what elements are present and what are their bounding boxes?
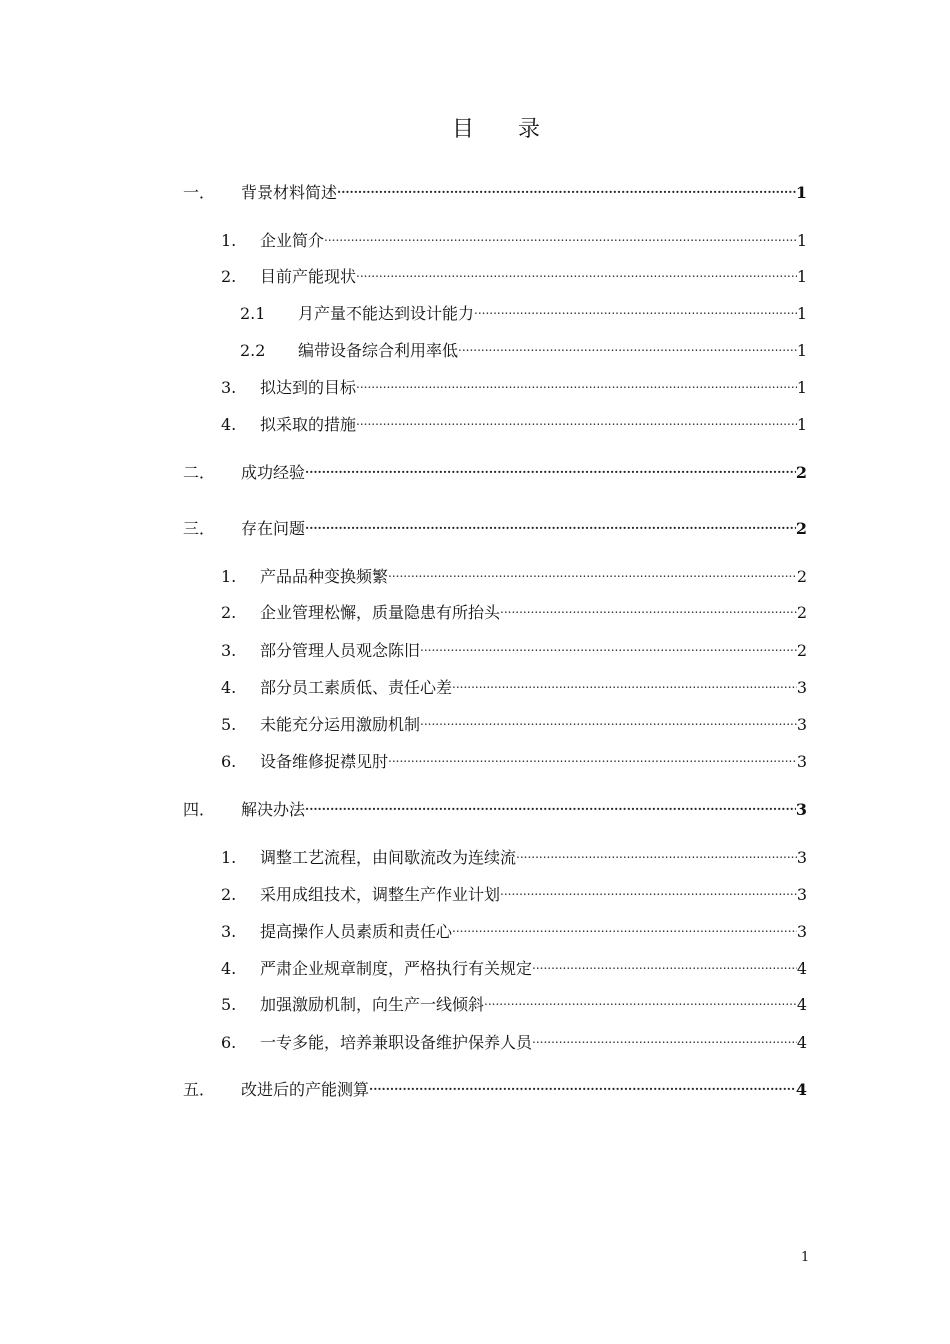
toc-entry[interactable] bbox=[183, 1071, 807, 1099]
toc-leader-dots bbox=[420, 632, 797, 656]
toc-entry-text: 调整工艺流程，由间歇流改为连续流 bbox=[260, 848, 517, 867]
toc-title-char-2: 录 bbox=[518, 117, 541, 142]
toc-entry-page: 2 bbox=[795, 463, 807, 482]
toc-entry[interactable] bbox=[221, 258, 807, 286]
toc-leader-dots bbox=[369, 1071, 796, 1095]
toc-entry[interactable] bbox=[183, 510, 807, 538]
toc-entry[interactable] bbox=[221, 558, 807, 586]
toc-entry-text: 解决办法 bbox=[241, 800, 306, 819]
toc-entry[interactable] bbox=[221, 913, 807, 941]
toc-entry-number: 3. bbox=[221, 378, 237, 397]
toc-entry-text: 成功经验 bbox=[241, 463, 306, 482]
toc-entry-number: 二． bbox=[183, 463, 216, 482]
toc-entry-page: 2 bbox=[795, 519, 807, 538]
toc-leader-dots bbox=[452, 669, 797, 693]
footer-page-number: 1 bbox=[801, 1250, 810, 1265]
toc-entry-page: 1 bbox=[796, 415, 807, 434]
toc-entry-number: 五． bbox=[183, 1080, 216, 1099]
toc-entry-text: 部分员工素质低、责任心差 bbox=[260, 678, 453, 697]
toc-entry[interactable] bbox=[221, 743, 807, 771]
toc-leader-dots bbox=[484, 986, 797, 1010]
toc-entry-text: 企业管理松懈，质量隐患有所抬头 bbox=[260, 603, 501, 622]
toc-entry-page: 1 bbox=[796, 231, 807, 250]
toc-entry-number: 5. bbox=[221, 715, 237, 734]
toc-entry[interactable] bbox=[240, 332, 807, 360]
toc-entry[interactable] bbox=[221, 876, 807, 904]
toc-entry-text: 严肃企业规章制度，严格执行有关规定 bbox=[260, 959, 533, 978]
toc-entry-page: 2 bbox=[796, 641, 807, 660]
toc-entry-number: 四． bbox=[183, 800, 216, 819]
toc-entry-text: 提高操作人员素质和责任心 bbox=[260, 922, 453, 941]
toc-leader-dots bbox=[305, 510, 796, 534]
toc-entry[interactable] bbox=[183, 174, 807, 202]
toc-entry-page: 3 bbox=[795, 800, 807, 819]
toc-leader-dots bbox=[324, 222, 797, 246]
toc-entry-page: 2 bbox=[796, 567, 807, 586]
toc-entry-page: 1 bbox=[796, 378, 807, 397]
toc-entry-page: 3 bbox=[796, 678, 807, 697]
toc-leader-dots bbox=[500, 876, 797, 900]
toc-leader-dots bbox=[452, 913, 797, 937]
toc-entry-number: 6. bbox=[221, 752, 237, 771]
toc-entry-text: 企业简介 bbox=[260, 231, 325, 250]
toc-entry[interactable] bbox=[240, 295, 807, 323]
toc-entry[interactable] bbox=[221, 632, 807, 660]
toc-entry-page: 3 bbox=[796, 885, 807, 904]
toc-entry-number: 3. bbox=[221, 641, 237, 660]
toc-leader-dots bbox=[500, 594, 797, 618]
toc-entry-page: 2 bbox=[796, 603, 807, 622]
toc-leader-dots bbox=[356, 369, 797, 393]
toc-entry-page: 3 bbox=[796, 922, 807, 941]
toc-leader-dots bbox=[420, 706, 797, 730]
toc-leader-dots bbox=[356, 258, 797, 282]
toc-entry-text: 未能充分运用激励机制 bbox=[260, 715, 421, 734]
toc-entry[interactable] bbox=[221, 839, 807, 867]
toc-title-char-1: 目 bbox=[451, 117, 474, 142]
toc-leader-dots bbox=[388, 558, 797, 582]
toc-entry-text: 编带设备综合利用率低 bbox=[298, 341, 459, 360]
toc-entry-number: 2.2 bbox=[240, 341, 266, 360]
toc-entry[interactable] bbox=[221, 986, 807, 1014]
toc-entry-text: 月产量不能达到设计能力 bbox=[298, 304, 475, 323]
toc-leader-dots bbox=[305, 791, 796, 815]
toc-leader-dots bbox=[516, 839, 797, 863]
toc-leader-dots bbox=[388, 743, 797, 767]
toc-entry-number: 三． bbox=[183, 519, 216, 538]
toc-entry-page: 4 bbox=[796, 1033, 807, 1052]
toc-entry-number: 2. bbox=[221, 603, 237, 622]
toc-entry[interactable] bbox=[221, 222, 807, 250]
toc-entry-text: 目前产能现状 bbox=[260, 267, 357, 286]
toc-entry-text: 产品品种变换频繁 bbox=[260, 567, 389, 586]
toc-entry-text: 拟达到的目标 bbox=[260, 378, 357, 397]
toc-entry[interactable] bbox=[221, 669, 807, 697]
toc-entry[interactable] bbox=[221, 706, 807, 734]
toc-entry[interactable] bbox=[221, 950, 807, 978]
toc-entry-page: 1 bbox=[795, 183, 807, 202]
toc-entry-page: 1 bbox=[796, 341, 807, 360]
toc-entry-page: 3 bbox=[796, 715, 807, 734]
toc-entry-number: 4. bbox=[221, 959, 237, 978]
toc-entry-number: 4. bbox=[221, 415, 237, 434]
toc-entry-number: 4. bbox=[221, 678, 237, 697]
toc-entry-page: 3 bbox=[796, 752, 807, 771]
toc-entry-text: 背景材料简述 bbox=[241, 183, 338, 202]
toc-entry-text: 采用成组技术，调整生产作业计划 bbox=[260, 885, 501, 904]
toc-entry-page: 4 bbox=[795, 1080, 807, 1099]
toc-entry-number: 2. bbox=[221, 885, 237, 904]
toc-leader-dots bbox=[474, 295, 797, 319]
toc-entry-number: 5. bbox=[221, 995, 237, 1014]
toc-entry-number: 2. bbox=[221, 267, 237, 286]
toc-entry-number: 1. bbox=[221, 848, 237, 867]
toc-leader-dots bbox=[532, 1024, 797, 1048]
toc-leader-dots bbox=[458, 332, 797, 356]
toc-entry-number: 一． bbox=[183, 183, 216, 202]
toc-entry[interactable] bbox=[221, 594, 807, 622]
toc-entry-text: 改进后的产能测算 bbox=[241, 1080, 370, 1099]
toc-entry-number: 2.1 bbox=[240, 304, 266, 323]
toc-entry-text: 存在问题 bbox=[241, 519, 306, 538]
toc-entry[interactable] bbox=[221, 369, 807, 397]
toc-entry-number: 1. bbox=[221, 231, 237, 250]
toc-entry-number: 6. bbox=[221, 1033, 237, 1052]
toc-entry-page: 4 bbox=[796, 995, 807, 1014]
toc-entry-page: 1 bbox=[796, 267, 807, 286]
toc-entry[interactable] bbox=[183, 454, 807, 482]
toc-entry-text: 拟采取的措施 bbox=[260, 415, 357, 434]
toc-entry-page: 4 bbox=[796, 959, 807, 978]
toc-entry-text: 设备维修捉襟见肘 bbox=[260, 752, 389, 771]
toc-leader-dots bbox=[305, 454, 796, 478]
toc-entry-text: 一专多能，培养兼职设备维护保养人员 bbox=[260, 1033, 533, 1052]
toc-entry-number: 1. bbox=[221, 567, 237, 586]
toc-leader-dots bbox=[356, 406, 797, 430]
toc-entry[interactable] bbox=[183, 791, 807, 819]
toc-entry-text: 部分管理人员观念陈旧 bbox=[260, 641, 421, 660]
toc-entry-page: 1 bbox=[796, 304, 807, 323]
toc-leader-dots bbox=[532, 950, 797, 974]
toc-leader-dots bbox=[337, 174, 796, 198]
toc-entry-number: 3. bbox=[221, 922, 237, 941]
toc-entry[interactable] bbox=[221, 1024, 807, 1052]
toc-entry-text: 加强激励机制，向生产一线倾斜 bbox=[260, 995, 485, 1014]
toc-entry-page: 3 bbox=[796, 848, 807, 867]
toc-entry[interactable] bbox=[221, 406, 807, 434]
